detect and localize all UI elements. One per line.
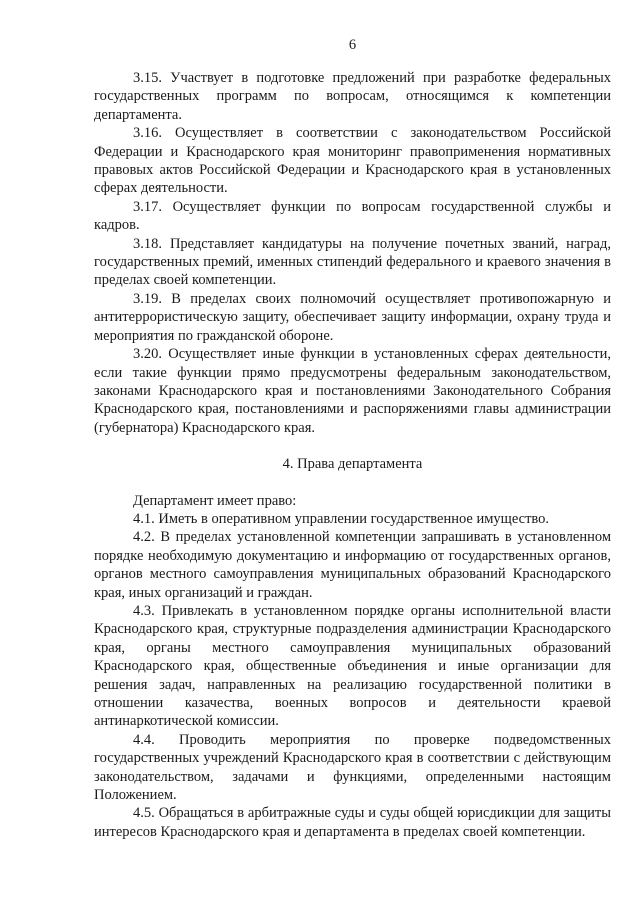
paragraph-4-3: 4.3. Привлекать в установленном порядке органы исполнительной власти Краснодарского края, структурные подразделения администрации Краснодарского края, органы местного самоуправления муниципальных образований Краснодарского края, общественные объединения и иные организации для решения задач, направленных на реализацию государственной политики в отношении казачества, военных вопросов и деятельности краевой антинаркотической комиссии. [94,602,611,730]
paragraph-4-2: 4.2. В пределах установленной компетенции запрашивать в установленном порядке необходимую документацию и информацию от государственных органов, органов местного самоуправления муниципальных образований Краснодарского края, иных организаций и граждан. [94,529,611,601]
paragraph-intro: Департамент имеет право: [133,492,297,509]
paragraph-4-5: 4.5. Обращаться в арбитражные суды и суды общей юрисдикции для защиты интересов Краснодарского края и департамента в пределах своей компетенции. [94,805,611,840]
section-heading: 4. Права департамента [282,456,423,473]
spacer [94,474,611,492]
paragraph-3-16: 3.16. Осуществляет в соответствии с законодательством Российской Федерации и Краснодарского края мониторинг правоприменения нормативных правовых актов Российской Федерации и Краснодарского края в установленных сферах деятельности. [94,125,611,197]
paragraph-4-1: 4.1. Иметь в оперативном управлении государственное имущество. [133,510,550,527]
paragraph-3-18: 3.18. Представляет кандидатуры на получение почетных званий, наград, государственных премий, именных стипендий федерального и краевого значения в пределах своей компетенции. [94,235,611,289]
page-number: 6 [348,37,357,53]
paragraph-3-15: 3.15. Участвует в подготовке предложений при разработке федеральных государственных программ по вопросам, относящимся к компетенции департамента. [94,70,611,123]
paragraph-4-4: 4.4. Проводить мероприятия по проверке подведомственных государственных учреждений Краснодарского края в соответствии с действующим законодательством, задачами и функциями, определенными настоящим Положением. [94,731,611,804]
spacer [94,437,611,455]
document-body [94,69,611,841]
paragraph-3-20: 3.20. Осуществляет иные функции в установленных сферах деятельности, если такие функции прямо предусмотрены федеральным законодательством, законами Краснодарского края и постановлениями Законодательного Собрания Краснодарского края, постановлениями и распоряжениями главы администрации (губернатора) Краснодарского края. [94,346,611,436]
paragraph-3-19: 3.19. В пределах своих полномочий осуществляет противопожарную и антитеррористическую защиту, обеспечивает защиту информации, охрану труда и мероприятия по гражданской обороне. [94,290,611,344]
paragraph-3-17: 3.17. Осуществляет функции по вопросам государственной службы и кадров. [94,198,611,234]
